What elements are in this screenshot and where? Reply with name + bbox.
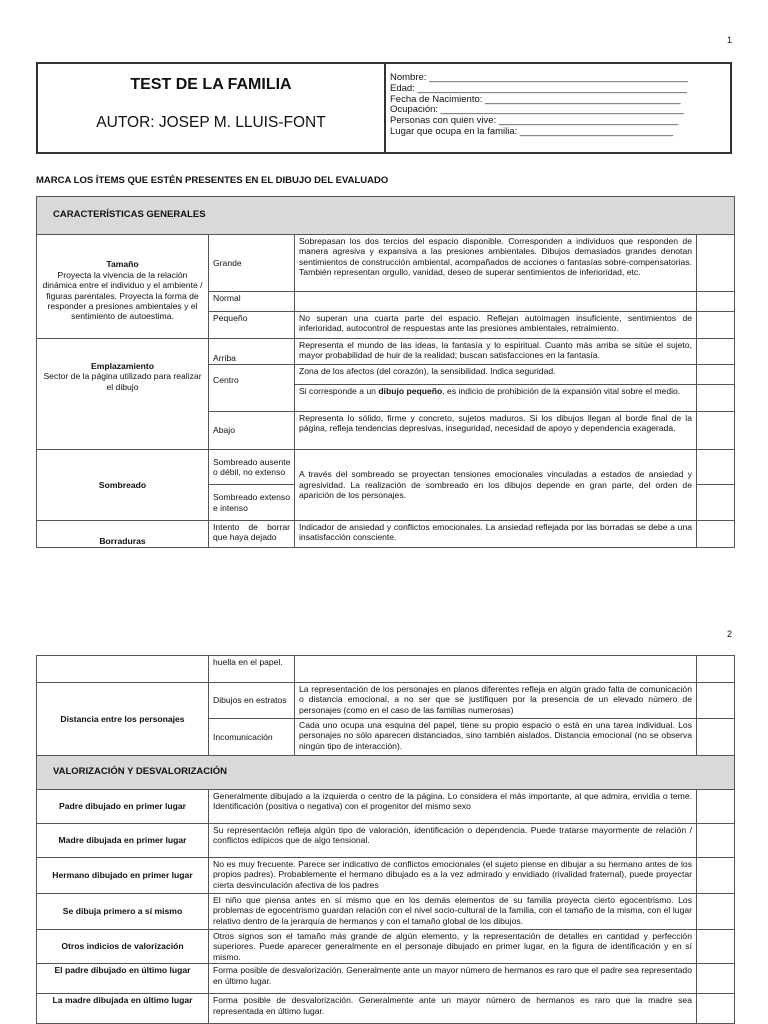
sub-normal: Normal (209, 292, 295, 312)
sub-abajo: Abajo (209, 412, 295, 450)
page-number: 2 (727, 629, 733, 639)
row-name-padre-primero: Padre dibujado en primer lugar (37, 790, 209, 824)
checkbox-otros-indicios[interactable] (697, 930, 735, 964)
row-desc-padre-ultimo: Forma posible de desvalorización. Generalmente ante un mayor número de hermanos es raro que el padre sea representado en último lugar. (209, 964, 697, 994)
sub-arriba: Arriba (209, 339, 295, 365)
sub-pequeno: Pequeño (209, 312, 295, 339)
row-name-padre-ultimo: El padre dibujado en último lugar (37, 964, 209, 994)
desc-centro-1: Zona de los afectos (del corazón), la sensibilidad. Indica seguridad. (295, 365, 697, 385)
desc-incomunicacion: Cada uno ocupa una esquina del papel, tiene su propio espacio o está en una tarea individual. Los personajes no sólo aparecen distanciados, sino también aislados. Distancia emocional (no se observa ningún tipo de interacción). (295, 719, 697, 756)
checkbox-estratos[interactable] (697, 683, 735, 719)
category-borraduras: Borraduras (37, 521, 209, 548)
row-desc-madre-ultimo: Forma posible de desvalorización. Generalmente ante un mayor número de hermanos es raro que la madre sea representada en último lugar. (209, 994, 697, 1024)
checkbox-madre-primero[interactable] (697, 824, 735, 858)
checkbox-arriba[interactable] (697, 339, 735, 365)
desc-normal (295, 292, 697, 312)
category-sombreado: Sombreado (37, 450, 209, 521)
desc-centro-2-bold: dibujo pequeño (378, 386, 443, 396)
desc-estratos: La representación de los personajes en planos diferentes refleja en algún grado falta de comunicación o distancia emocional, a no ser que se justifiquen por la presencia de un elevado número de personajes (como en el caso de las familias numerosas) (295, 683, 697, 719)
checkbox-normal[interactable] (697, 292, 735, 312)
checkbox-grande[interactable] (697, 235, 735, 292)
desc-abajo: Representa lo sólido, firme y concreto, sujetos maduros. Si los dibujos llegan al borde final de la página, refleja tendencias depresivas, inseguridad, necesidad de apoyo y dependencia exagerada. (295, 412, 697, 450)
category-distancia: Distancia entre los personajes (37, 683, 209, 756)
title-block (38, 64, 386, 152)
category-desc: Proyecta la vivencia de la relación dinámica entre el individuo y el ambiente / figuras parentales. Proyecta la forma de responder a presiones ambientales y el sentimiento de autoestima. (42, 269, 203, 322)
table-page-2 (36, 655, 735, 1024)
sub-centro: Centro (209, 365, 295, 412)
checkbox-pequeno[interactable] (697, 312, 735, 339)
row-name-otros-indicios: Otros indicios de valorización (37, 930, 209, 964)
author-line: AUTOR: JOSEP M. LLUIS-FONT (96, 114, 326, 131)
category-name: Emplazamiento (90, 361, 155, 371)
desc-centro-2 (295, 385, 697, 412)
category-name: Tamaño (106, 259, 139, 270)
checkbox-borraduras[interactable] (697, 521, 735, 548)
section-header-general: CARACTERÍSTICAS GENERALES (37, 197, 735, 235)
sub-estratos: Dibujos en estratos (209, 683, 295, 719)
category-emplazamiento (37, 339, 209, 450)
table-page-1 (36, 196, 735, 548)
row-desc-otros-indicios: Otros signos son el tamaño más grande de algún elemento, y la representación de detalles en cantidad y perfección superiores. Puede aparecer generalmente en el personaje dibujado en primer lugar, en la figura de identificación y en sí mismo. (209, 930, 697, 964)
checkbox-centro-2[interactable] (697, 385, 735, 412)
desc-pequeno: No superan una cuarta parte del espacio. Reflejan autoimagen insuficiente, sentimientos de inferioridad, autocontrol de respuestas ante las presiones ambientales, retraimiento. (295, 312, 697, 339)
page-number: 1 (727, 35, 733, 45)
checkbox-madre-ultimo[interactable] (697, 994, 735, 1024)
desc-grande: Sobrepasan los dos tercios del espacio disponible. Corresponden a individuos que responden de manera agresiva y expansiva a las presiones ambientales. Dibujos demasiados grandes denotan sentimientos de construcción ambiental, acompañados de acciones o fantasías sobre-compensatorias. También representan orgullo, vanidad, deseo de superar sentimientos de inferioridad, etc. (295, 235, 697, 292)
field-personas-convive[interactable]: Personas con quien vive: __________________________________ (390, 115, 679, 127)
continuation-cell (37, 656, 209, 683)
row-name-hermano-primero: Hermano dibujado en primer lugar (37, 858, 209, 894)
field-nombre[interactable]: Nombre: _________________________________________________ (390, 72, 688, 83)
row-name-madre-ultimo: La madre dibujada en último lugar (37, 994, 209, 1024)
checkbox-incomunicacion[interactable] (697, 719, 735, 756)
desc-borraduras: Indicador de ansiedad y conflictos emocionales. La ansiedad reflejada por las borradas se debe a una insatisfacción consciente. (295, 521, 697, 548)
desc-arriba: Representa el mundo de las ideas, la fantasía y lo espiritual. Cuanto más arriba se sitúe el sujeto, mayor probabilidad de huir de la realidad; buscan satisfacciones en la fantasía. (295, 339, 697, 365)
field-lugar-familia[interactable]: Lugar que ocupa en la familia: _____________________________ (390, 125, 674, 137)
checkbox-borraduras-cont[interactable] (697, 656, 735, 683)
checkbox-padre-ultimo[interactable] (697, 964, 735, 994)
row-desc-si-mismo: El niño que piensa antes en sí mismo que en los demás elementos de su familia proyecta cierto egocentrismo. Los problemas de egocentrismo guardan relación con el nivel socio-cultural de la familia, con el tamaño de la misma, con el lugar relativo dentro de la jerarquía de hermanos y con el tamaño global de los dibujos. (209, 894, 697, 930)
checkbox-centro-1[interactable] (697, 365, 735, 385)
sub-sombreado-debil: Sombreado ausente o débil, no extenso (209, 450, 295, 485)
row-desc-hermano-primero: No es muy frecuente. Parece ser indicativo de conflictos emocionales (el sujeto piense en dibujar a su hermano antes de los propios padres). Probablemente el hermano dibujado es a la vez admirado y envidiado (rivalidad fraternal), puede proyectar cierta desvinculación afectiva de los padres (209, 858, 697, 894)
checkbox-sombreado-intenso[interactable] (697, 485, 735, 521)
document-title: TEST DE LA FAMILIA (130, 76, 292, 93)
row-desc-padre-primero: Generalmente dibujado a la izquierda o centro de la página. Lo considera el más importante, al que admira, envidia o teme. Identificación (positiva o negativa) con el progenitor del mismo sexo (209, 790, 697, 824)
section-header-valorizacion: VALORIZACIÓN Y DESVALORIZACIÓN (37, 756, 735, 790)
checkbox-hermano-primero[interactable] (697, 858, 735, 894)
field-edad[interactable]: Edad: ___________________________________________________ (390, 82, 687, 94)
field-fecha-nacimiento[interactable]: Fecha de Nacimiento: _____________________________________ (390, 93, 681, 105)
desc-centro-2-post: , es indicio de prohibición de la expansión vital sobre el medio. (442, 386, 681, 396)
field-ocupacion[interactable]: Ocupación: ______________________________________________ (390, 104, 684, 116)
sub-borraduras-cont: huella en el papel. (209, 656, 295, 683)
row-desc-madre-primero: Su representación refleja algún tipo de valoración, identificación o dependencia. Puede tratarse mayormente de relación / conflictos edípicos que de algo tensional. (209, 824, 697, 858)
sub-incomunicacion: Incomunicación (209, 719, 295, 756)
sub-sombreado-intenso: Sombreado extenso e intenso (209, 485, 295, 521)
sub-borraduras: Intento de borrar que haya dejado (209, 521, 295, 548)
instruction: MARCA LOS ÍTEMS QUE ESTÉN PRESENTES EN EL DIBUJO DEL EVALUADO (36, 175, 389, 186)
row-name-si-mismo: Se dibuja primero a sí mismo (37, 894, 209, 930)
checkbox-sombreado-debil[interactable] (697, 450, 735, 485)
desc-centro-2-pre: Si corresponde a un (299, 386, 379, 396)
row-name-madre-primero: Madre dibujada en primer lugar (37, 824, 209, 858)
header-box (36, 62, 732, 154)
sub-grande: Grande (209, 235, 295, 292)
checkbox-si-mismo[interactable] (697, 894, 735, 930)
checkbox-padre-primero[interactable] (697, 790, 735, 824)
category-tamano (37, 235, 209, 339)
category-desc: Sector de la página utilizado para realizar el dibujo (43, 371, 202, 392)
desc-sombreado: A través del sombreado se proyectan tensiones emocionales vinculadas a estados de ansiedad y agresividad. La realización de sombreado en los dibujos depende en gran parte, del orden de aparición de los personajes. (295, 450, 697, 521)
personal-data-fields (386, 64, 688, 152)
checkbox-abajo[interactable] (697, 412, 735, 450)
desc-borraduras-cont (295, 656, 697, 683)
